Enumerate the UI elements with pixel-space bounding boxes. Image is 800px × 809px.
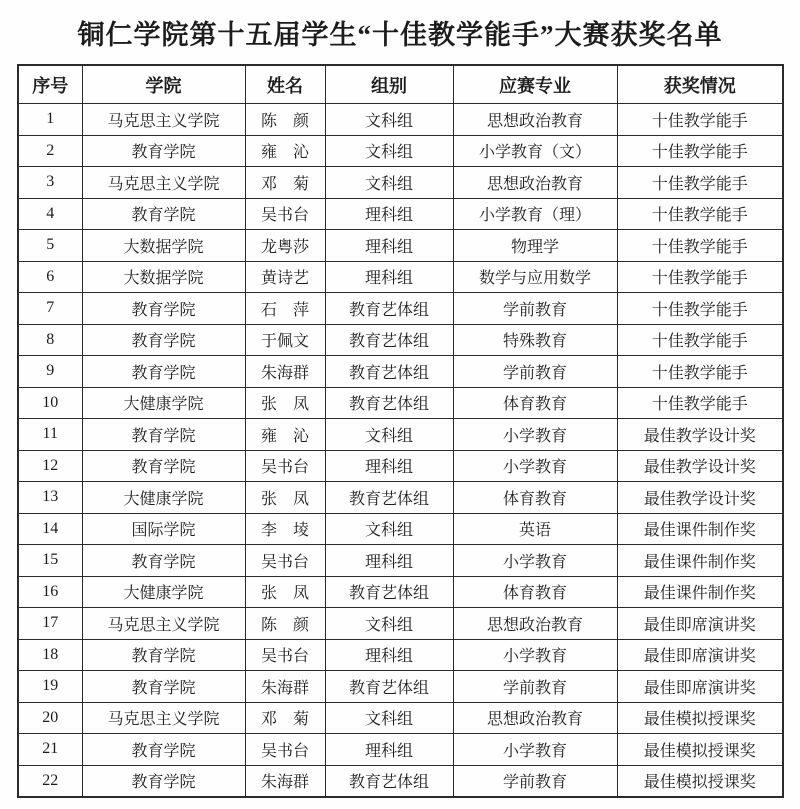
cell-group: 教育艺体组 [325, 387, 453, 419]
column-header-group: 组别 [325, 65, 453, 104]
cell-college: 教育学院 [82, 734, 245, 766]
cell-group: 理科组 [325, 230, 453, 262]
cell-name: 张 凤 [245, 482, 325, 514]
table-row [18, 734, 783, 766]
table-row [18, 293, 783, 325]
cell-group: 教育艺体组 [325, 324, 453, 356]
cell-award: 十佳教学能手 [617, 261, 783, 293]
cell-no: 16 [18, 576, 82, 608]
cell-name: 朱海群 [245, 356, 325, 388]
table-row [18, 104, 783, 136]
cell-award: 最佳模拟授课奖 [617, 765, 783, 797]
cell-college: 教育学院 [82, 765, 245, 797]
cell-no: 20 [18, 702, 82, 734]
cell-award: 最佳教学设计奖 [617, 450, 783, 482]
cell-no: 21 [18, 734, 82, 766]
cell-major: 小学教育（理） [453, 198, 617, 230]
table-row [18, 545, 783, 577]
cell-major: 学前教育 [453, 671, 617, 703]
table-row [18, 419, 783, 451]
cell-name: 吴书台 [245, 450, 325, 482]
table-row [18, 324, 783, 356]
cell-group: 理科组 [325, 198, 453, 230]
cell-no: 7 [18, 293, 82, 325]
cell-name: 李 堎 [245, 513, 325, 545]
cell-group: 文科组 [325, 167, 453, 199]
table-row [18, 356, 783, 388]
table-row [18, 671, 783, 703]
cell-award: 十佳教学能手 [617, 324, 783, 356]
cell-award: 最佳课件制作奖 [617, 545, 783, 577]
cell-award: 最佳即席演讲奖 [617, 671, 783, 703]
cell-major: 学前教育 [453, 765, 617, 797]
cell-college: 教育学院 [82, 671, 245, 703]
cell-group: 理科组 [325, 545, 453, 577]
cell-award: 十佳教学能手 [617, 167, 783, 199]
cell-name: 龙粤莎 [245, 230, 325, 262]
table-row [18, 450, 783, 482]
page-title: 铜仁学院第十五届学生“十佳教学能手”大赛获奖名单 [77, 20, 723, 50]
cell-major: 体育教育 [453, 576, 617, 608]
cell-major: 体育教育 [453, 482, 617, 514]
cell-major: 思想政治教育 [453, 167, 617, 199]
cell-no: 8 [18, 324, 82, 356]
table-row [18, 198, 783, 230]
cell-major: 体育教育 [453, 387, 617, 419]
cell-group: 文科组 [325, 513, 453, 545]
cell-college: 大健康学院 [82, 387, 245, 419]
cell-no: 22 [18, 765, 82, 797]
cell-award: 最佳即席演讲奖 [617, 639, 783, 671]
cell-no: 9 [18, 356, 82, 388]
cell-no: 14 [18, 513, 82, 545]
cell-college: 教育学院 [82, 324, 245, 356]
cell-award: 最佳教学设计奖 [617, 419, 783, 451]
cell-name: 雍 沁 [245, 135, 325, 167]
table-row [18, 576, 783, 608]
cell-no: 19 [18, 671, 82, 703]
table-row [18, 167, 783, 199]
cell-group: 文科组 [325, 608, 453, 640]
cell-no: 3 [18, 167, 82, 199]
cell-college: 国际学院 [82, 513, 245, 545]
cell-name: 张 凤 [245, 576, 325, 608]
cell-group: 教育艺体组 [325, 293, 453, 325]
table-row [18, 513, 783, 545]
cell-award: 十佳教学能手 [617, 387, 783, 419]
cell-college: 教育学院 [82, 419, 245, 451]
cell-no: 12 [18, 450, 82, 482]
table-row [18, 135, 783, 167]
cell-major: 小学教育 [453, 545, 617, 577]
table-row [18, 639, 783, 671]
cell-no: 4 [18, 198, 82, 230]
cell-name: 陈 颜 [245, 608, 325, 640]
cell-group: 理科组 [325, 450, 453, 482]
cell-college: 大健康学院 [82, 482, 245, 514]
cell-major: 特殊教育 [453, 324, 617, 356]
cell-group: 教育艺体组 [325, 671, 453, 703]
cell-no: 11 [18, 419, 82, 451]
cell-award: 十佳教学能手 [617, 104, 783, 136]
cell-group: 文科组 [325, 702, 453, 734]
cell-no: 10 [18, 387, 82, 419]
table-row [18, 702, 783, 734]
cell-college: 马克思主义学院 [82, 608, 245, 640]
cell-name: 雍 沁 [245, 419, 325, 451]
cell-award: 最佳模拟授课奖 [617, 734, 783, 766]
table-row [18, 230, 783, 262]
cell-no: 6 [18, 261, 82, 293]
cell-group: 教育艺体组 [325, 482, 453, 514]
cell-name: 于佩文 [245, 324, 325, 356]
cell-college: 大数据学院 [82, 230, 245, 262]
cell-college: 教育学院 [82, 198, 245, 230]
cell-college: 教育学院 [82, 293, 245, 325]
cell-award: 最佳教学设计奖 [617, 482, 783, 514]
cell-no: 1 [18, 104, 82, 136]
cell-major: 思想政治教育 [453, 702, 617, 734]
cell-award: 十佳教学能手 [617, 198, 783, 230]
column-header-award: 获奖情况 [617, 65, 783, 104]
cell-name: 朱海群 [245, 671, 325, 703]
cell-college: 教育学院 [82, 545, 245, 577]
cell-no: 13 [18, 482, 82, 514]
cell-name: 吴书台 [245, 545, 325, 577]
cell-group: 文科组 [325, 135, 453, 167]
cell-group: 理科组 [325, 261, 453, 293]
cell-group: 理科组 [325, 734, 453, 766]
cell-college: 教育学院 [82, 639, 245, 671]
cell-major: 学前教育 [453, 293, 617, 325]
column-header-major: 应赛专业 [453, 65, 617, 104]
cell-major: 小学教育 [453, 419, 617, 451]
header-row [18, 65, 783, 104]
cell-major: 英语 [453, 513, 617, 545]
cell-college: 大数据学院 [82, 261, 245, 293]
cell-group: 教育艺体组 [325, 356, 453, 388]
cell-award: 最佳课件制作奖 [617, 513, 783, 545]
column-header-no: 序号 [18, 65, 82, 104]
cell-name: 吴书台 [245, 734, 325, 766]
cell-name: 陈 颜 [245, 104, 325, 136]
cell-name: 邓 菊 [245, 702, 325, 734]
table-body [18, 104, 783, 798]
cell-award: 十佳教学能手 [617, 135, 783, 167]
cell-name: 石 萍 [245, 293, 325, 325]
cell-major: 思想政治教育 [453, 104, 617, 136]
cell-major: 物理学 [453, 230, 617, 262]
cell-college: 马克思主义学院 [82, 167, 245, 199]
table-row [18, 482, 783, 514]
cell-group: 文科组 [325, 104, 453, 136]
cell-group: 教育艺体组 [325, 765, 453, 797]
cell-award: 十佳教学能手 [617, 293, 783, 325]
cell-name: 朱海群 [245, 765, 325, 797]
cell-no: 18 [18, 639, 82, 671]
column-header-name: 姓名 [245, 65, 325, 104]
column-header-college: 学院 [82, 65, 245, 104]
cell-name: 吴书台 [245, 639, 325, 671]
cell-no: 15 [18, 545, 82, 577]
cell-award: 最佳课件制作奖 [617, 576, 783, 608]
cell-group: 文科组 [325, 419, 453, 451]
table-row [18, 387, 783, 419]
cell-award: 最佳即席演讲奖 [617, 608, 783, 640]
cell-college: 马克思主义学院 [82, 104, 245, 136]
cell-college: 教育学院 [82, 135, 245, 167]
cell-major: 学前教育 [453, 356, 617, 388]
cell-major: 数学与应用数学 [453, 261, 617, 293]
table-row [18, 261, 783, 293]
cell-name: 张 凤 [245, 387, 325, 419]
cell-name: 黄诗艺 [245, 261, 325, 293]
cell-college: 大健康学院 [82, 576, 245, 608]
cell-major: 小学教育 [453, 450, 617, 482]
cell-major: 小学教育 [453, 734, 617, 766]
award-list-table [17, 64, 784, 798]
cell-group: 教育艺体组 [325, 576, 453, 608]
cell-college: 教育学院 [82, 450, 245, 482]
cell-name: 邓 菊 [245, 167, 325, 199]
cell-major: 小学教育（文） [453, 135, 617, 167]
table-header [18, 65, 783, 104]
cell-award: 最佳模拟授课奖 [617, 702, 783, 734]
cell-no: 5 [18, 230, 82, 262]
table-row [18, 608, 783, 640]
cell-no: 17 [18, 608, 82, 640]
cell-no: 2 [18, 135, 82, 167]
cell-major: 思想政治教育 [453, 608, 617, 640]
cell-award: 十佳教学能手 [617, 356, 783, 388]
table-row [18, 765, 783, 797]
cell-group: 理科组 [325, 639, 453, 671]
cell-college: 教育学院 [82, 356, 245, 388]
cell-name: 吴书台 [245, 198, 325, 230]
cell-major: 小学教育 [453, 639, 617, 671]
cell-award: 十佳教学能手 [617, 230, 783, 262]
cell-college: 马克思主义学院 [82, 702, 245, 734]
